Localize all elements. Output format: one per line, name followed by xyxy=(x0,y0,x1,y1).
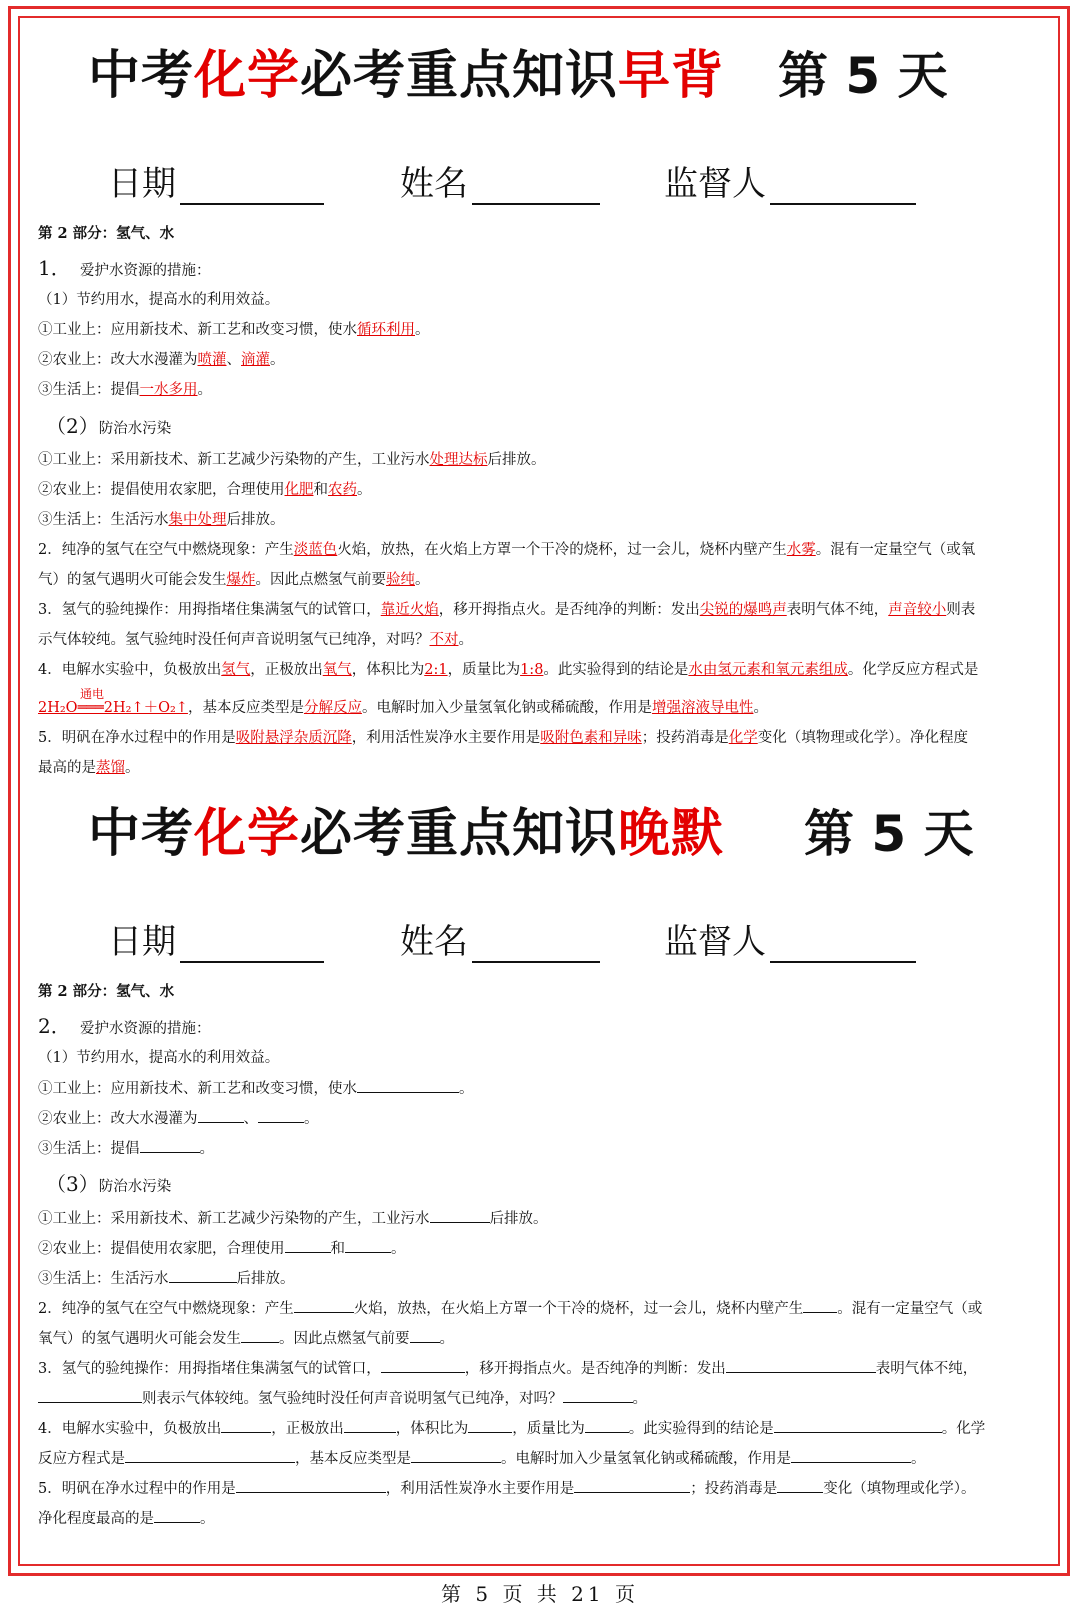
list-item: ③生活上：生活污水 后排放。 xyxy=(38,1268,1034,1289)
fill-blank[interactable] xyxy=(294,1298,354,1313)
supervisor-field[interactable] xyxy=(770,171,916,205)
list-item: （3）防治水污染 xyxy=(46,1172,172,1196)
day-label: 第 5 天 xyxy=(778,47,948,105)
answer-text: 循环利用 xyxy=(357,322,415,338)
header-fields xyxy=(108,914,1008,964)
supervisor-label: 监督人 xyxy=(664,922,766,962)
answer-text: 爆炸 xyxy=(226,572,256,588)
answer-text: 滴灌 xyxy=(241,352,270,368)
fill-blank[interactable] xyxy=(791,1448,911,1463)
question-3: 3．氢气的验纯操作：用拇指堵住集满氢气的试管口，靠近火焰，移开拇指点火。是否纯净的判断：发出尖锐的爆鸣声表明气体不纯，声音较小则表 xyxy=(38,602,976,618)
supervisor-label: 监督人 xyxy=(664,164,766,204)
list-item: ②农业上：提倡使用农家肥，合理使用 和 。 xyxy=(38,1238,1034,1259)
list-item: （1）节约用水，提高水的利用效益。 xyxy=(38,292,280,308)
equation-condition: 通电 xyxy=(80,687,105,701)
fill-blank[interactable] xyxy=(357,1078,459,1093)
answer-text: 水雾 xyxy=(786,542,816,558)
question-3-cont: 示气体较纯。氢气验纯时没任何声音说明氢气已纯净，对吗？不对。 xyxy=(38,632,473,648)
answer-text: 氢气 xyxy=(221,662,251,678)
list-item: ①工业上：采用新技术、新工艺减少污染物的产生，工业污水处理达标后排放。 xyxy=(38,452,546,468)
question-4: 4．电解水实验中，负极放出 ，正极放出 ，体积比为 ，质量比为 。此实验得到的结论是 。化学 xyxy=(38,1418,1034,1439)
answer-text: 一水多用 xyxy=(139,382,198,398)
answer-text: 水由氢元素和氧元素组成 xyxy=(688,662,848,678)
date-label: 日期 xyxy=(108,922,176,962)
section-heading: 第 2 部分：氢气、水 xyxy=(38,983,175,1000)
question-5-cont: 净化程度最高的是 。 xyxy=(38,1508,1034,1529)
answer-text: 不对 xyxy=(429,632,459,648)
answer-text: 蒸馏 xyxy=(96,760,125,776)
page-number: 第 5 页 共 21 页 xyxy=(441,1582,639,1606)
answer-text: 2:1 xyxy=(424,662,448,678)
fill-blank[interactable] xyxy=(803,1298,837,1313)
list-item: ①工业上：采用新技术、新工艺减少污染物的产生，工业污水 后排放。 xyxy=(38,1208,1034,1229)
fill-blank[interactable] xyxy=(574,1478,690,1493)
fill-blank[interactable] xyxy=(563,1388,633,1403)
answer-text: 农药 xyxy=(328,482,357,498)
answer-text: 氧气 xyxy=(322,662,352,678)
answer-text: 集中处理 xyxy=(168,512,227,528)
answer-text: 增强溶液导电性 xyxy=(651,700,754,716)
fill-blank[interactable] xyxy=(140,1138,200,1153)
fill-blank[interactable] xyxy=(410,1328,440,1343)
answer-text: 尖锐的爆鸣声 xyxy=(699,602,787,618)
title-highlight: 早背 xyxy=(618,46,725,106)
title-part: 必考重点知识 xyxy=(300,804,619,864)
fill-blank[interactable] xyxy=(344,1418,396,1433)
list-item: ②农业上：提倡使用农家肥，合理使用化肥和农药。 xyxy=(38,482,372,498)
list-item: ③生活上：生活污水集中处理后排放。 xyxy=(38,512,285,528)
date-label: 日期 xyxy=(108,164,176,204)
question-4-cont: 通电 2H₂O═══2H₂↑＋O₂↑，基本反应类型是分解反应。电解时加入少量氢氧化钠或稀硫酸，作用是增强溶液导电性。 xyxy=(38,698,1034,718)
chemical-equation xyxy=(38,687,188,718)
question-5-cont: 最高的是蒸馏。 xyxy=(38,760,140,776)
question-5: 5．明矾在净水过程中的作用是吸附悬浮杂质沉降，利用活性炭净水主要作用是吸附色素和异味；投药消毒是化学变化（填物理或化学）。净化程度 xyxy=(38,730,968,746)
answer-text: 分解反应 xyxy=(303,700,362,716)
fill-blank[interactable] xyxy=(241,1328,279,1343)
date-field[interactable] xyxy=(180,929,324,963)
answer-text: 吸附悬浮杂质沉降 xyxy=(235,730,352,746)
fill-blank[interactable] xyxy=(468,1418,512,1433)
fill-blank[interactable] xyxy=(777,1478,823,1493)
list-item: ②农业上：改大水漫灌为喷灌、滴灌。 xyxy=(38,352,285,368)
list-item: ①工业上：应用新技术、新工艺和改变习惯，使水 。 xyxy=(38,1078,1034,1099)
answer-text: 验纯 xyxy=(386,572,415,588)
title-part: 必考重点知识 xyxy=(300,46,619,106)
title-highlight: 晚默 xyxy=(618,804,725,864)
fill-blank[interactable] xyxy=(774,1418,942,1433)
list-item: ③生活上：提倡一水多用。 xyxy=(38,382,212,398)
question-3: 3．氢气的验纯操作：用拇指堵住集满氢气的试管口， ，移开拇指点火。是否纯净的判断：发出 表明气体不纯， xyxy=(38,1358,1034,1379)
list-item: （1）节约用水，提高水的利用效益。 xyxy=(38,1050,280,1066)
fill-blank[interactable] xyxy=(169,1268,237,1283)
answer-text: 喷灌 xyxy=(197,352,227,368)
question-4: 4．电解水实验中，负极放出氢气，正极放出氧气，体积比为2:1，质量比为1:8。此实验得到的结论是水由氢元素和氧元素组成。化学反应方程式是 xyxy=(38,662,979,678)
question-2-cont: 气）的氢气遇明火可能会发生爆炸。因此点燃氢气前要验纯。 xyxy=(38,572,430,588)
supervisor-field[interactable] xyxy=(770,929,916,963)
evening-title xyxy=(88,804,724,864)
fill-blank[interactable] xyxy=(345,1238,391,1253)
list-item: 2． 爱护水资源的措施： xyxy=(38,1014,211,1038)
fill-blank[interactable] xyxy=(726,1358,876,1373)
list-item: （2）防治水污染 xyxy=(46,414,172,438)
fill-blank[interactable] xyxy=(221,1418,271,1433)
question-4-cont: 反应方程式是 ，基本反应类型是 。电解时加入少量氢氧化钠或稀硫酸，作用是 。 xyxy=(38,1448,1034,1469)
list-item: ②农业上：改大水漫灌为 、 。 xyxy=(38,1108,1034,1129)
header-fields xyxy=(108,156,1008,206)
title-part: 中考 xyxy=(88,46,195,106)
answer-text: 处理达标 xyxy=(429,452,488,468)
fill-blank[interactable] xyxy=(154,1508,200,1523)
title-highlight: 化学 xyxy=(194,804,301,864)
fill-blank[interactable] xyxy=(430,1208,490,1223)
answer-text: 淡蓝色 xyxy=(293,542,338,558)
fill-blank[interactable] xyxy=(236,1478,386,1493)
fill-blank[interactable] xyxy=(411,1448,501,1463)
question-2-cont: 氧气）的氢气遇明火可能会发生 。因此点燃氢气前要 。 xyxy=(38,1328,1034,1349)
answer-text: 1:8 xyxy=(520,662,544,678)
title-part: 中考 xyxy=(88,804,195,864)
answer-text: 吸附色素和异味 xyxy=(540,730,642,746)
fill-blank[interactable] xyxy=(198,1108,244,1123)
question-3-cont: 则表示气体较纯。氢气验纯时没任何声音说明氢气已纯净，对吗？ 。 xyxy=(38,1388,1034,1409)
list-item: ③生活上：提倡 。 xyxy=(38,1138,1034,1159)
fill-blank[interactable] xyxy=(38,1388,142,1403)
morning-title xyxy=(88,46,724,106)
answer-text: 化学 xyxy=(728,730,758,746)
name-label: 姓名 xyxy=(400,164,468,204)
fill-blank[interactable] xyxy=(258,1108,304,1123)
answer-text: 化肥 xyxy=(284,482,314,498)
list-item: 1． 爱护水资源的措施： xyxy=(38,256,211,280)
day-label: 第 5 天 xyxy=(804,805,974,863)
list-item: ①工业上：应用新技术、新工艺和改变习惯，使水循环利用。 xyxy=(38,322,430,338)
fill-blank[interactable] xyxy=(585,1418,629,1433)
title-highlight: 化学 xyxy=(194,46,301,106)
fill-blank[interactable] xyxy=(285,1238,331,1253)
fill-blank[interactable] xyxy=(381,1358,465,1373)
question-2: 2．纯净的氢气在空气中燃烧现象：产生 火焰，放热，在火焰上方罩一个干冷的烧杯，过一会儿，烧杯内壁产生 。混有一定量空气（或 xyxy=(38,1298,1034,1319)
fill-blank[interactable] xyxy=(125,1448,295,1463)
answer-text: 2H₂O═══2H₂↑＋O₂↑ xyxy=(38,700,188,716)
name-label: 姓名 xyxy=(400,922,468,962)
question-5: 5．明矾在净水过程中的作用是 ，利用活性炭净水主要作用是 ；投药消毒是 变化（填物理或化学）。 xyxy=(38,1478,1034,1499)
question-2: 2．纯净的氢气在空气中燃烧现象：产生淡蓝色火焰，放热，在火焰上方罩一个干冷的烧杯，过一会儿，烧杯内壁产生水雾。混有一定量空气（或氧 xyxy=(38,542,976,558)
answer-text: 声音较小 xyxy=(888,602,947,618)
name-field[interactable] xyxy=(472,929,600,963)
date-field[interactable] xyxy=(180,171,324,205)
answer-text: 靠近火焰 xyxy=(380,602,439,618)
section-heading: 第 2 部分：氢气、水 xyxy=(38,225,175,242)
name-field[interactable] xyxy=(472,171,600,205)
